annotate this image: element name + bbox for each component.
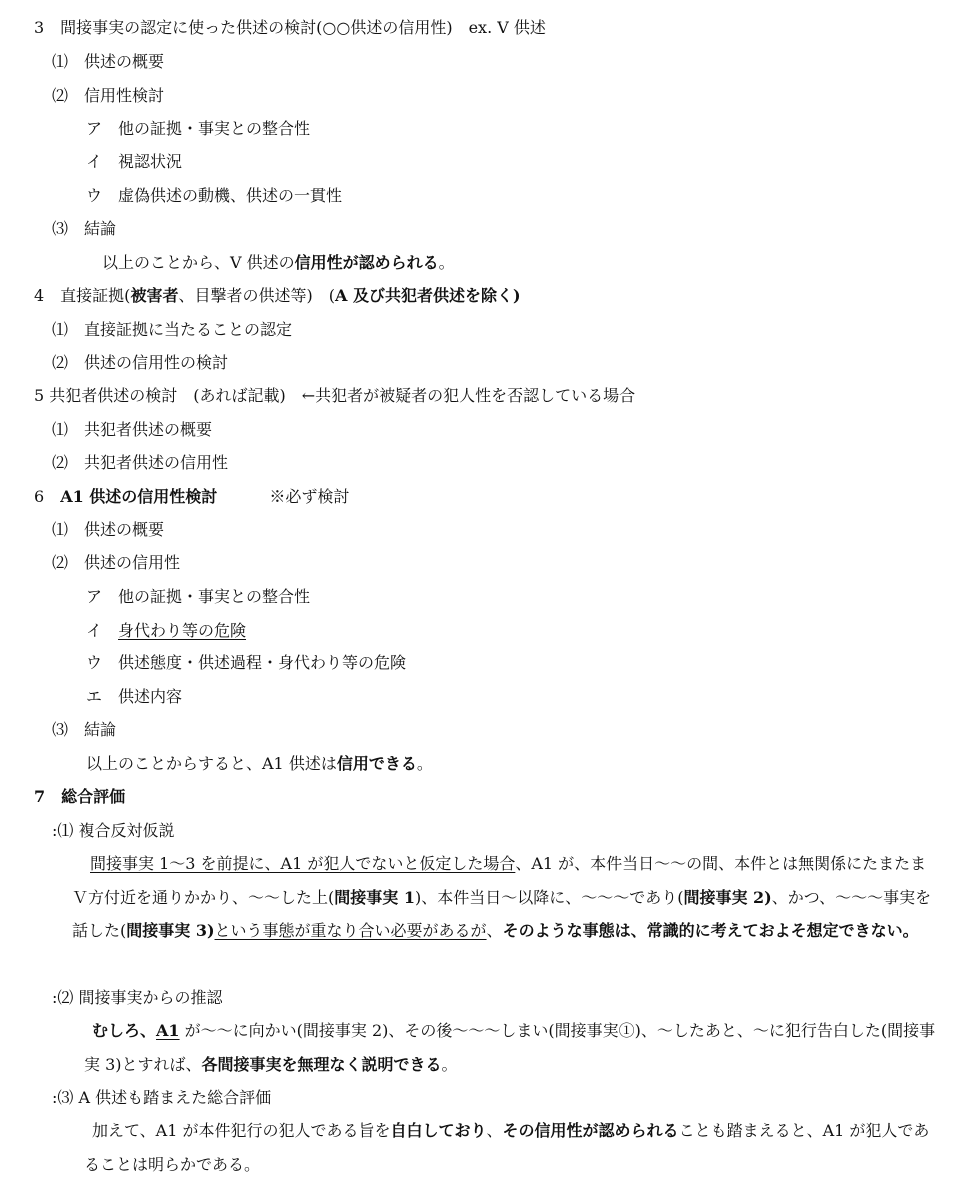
p1-text-1: 、A1 が、本件当日～～の間、本件とは無関係にたまたまＶ方付近を通りかかり、～～した上( bbox=[72, 854, 927, 907]
s4-heading-bold-exclusion: A 及び共犯者供述を除く bbox=[334, 286, 513, 305]
s3-subitem-c: ウ 虚偽供述の動機、供述の一貫性 bbox=[86, 186, 343, 205]
s7-title: 総合評価 bbox=[61, 787, 126, 806]
p2-bold-conclusion: 各間接事実を無理なく説明できる bbox=[201, 1054, 442, 1074]
s3-conclusion-end: 。 bbox=[438, 253, 455, 272]
s3-item-2: ⑵ 信用性検討 bbox=[52, 86, 165, 105]
s6-title: A1 供述の信用性検討 bbox=[60, 487, 218, 506]
p3-text-2: 、 bbox=[486, 1121, 503, 1140]
section-5-heading: 5 共犯者供述の検討 (あれば記載) ←共犯者が被疑者の犯人性を否認している場合 bbox=[34, 386, 636, 405]
p2-bold-a1: A1 bbox=[156, 1021, 180, 1040]
s6-item-2: ⑵ 供述の信用性 bbox=[52, 553, 181, 572]
s6-conclusion-emphasis: 信用できる bbox=[336, 754, 417, 773]
s7-paragraph-2 bbox=[84, 1014, 944, 1081]
p2-text-end: 。 bbox=[441, 1054, 458, 1074]
s6-note: ※必ず検討 bbox=[269, 487, 350, 506]
s3-item-1: ⑴ 供述の概要 bbox=[52, 52, 165, 71]
s3-subitem-a: ア 他の証拠・事実との整合性 bbox=[86, 119, 311, 138]
p1-text-4: 、 bbox=[486, 921, 503, 940]
p1-underlined-clause: という事態が重なり合い必要があるが bbox=[214, 921, 487, 940]
s4-item-1: ⑴ 直接証拠に当たることの認定 bbox=[52, 320, 293, 339]
section-7-heading bbox=[34, 786, 125, 808]
s6-conclusion-end: 。 bbox=[416, 754, 433, 773]
s6-item-1: ⑴ 供述の概要 bbox=[52, 520, 165, 539]
s4-item-2: ⑵ 供述の信用性の検討 bbox=[52, 353, 229, 372]
s7-paragraph-1 bbox=[72, 847, 942, 948]
p1-underlined-premise: 間接事実 1～3 を前提に、A1 が犯人でないと仮定した場合 bbox=[90, 854, 516, 873]
s7-paragraph-3 bbox=[84, 1114, 944, 1181]
p1-text-2: )、本件当日～以降に、～～～であり( bbox=[414, 887, 684, 907]
s6-subitem-a: ア 他の証拠・事実との整合性 bbox=[86, 587, 311, 606]
s3-item-3: ⑶ 結論 bbox=[52, 219, 117, 238]
s4-heading-end: ) bbox=[512, 286, 521, 305]
s4-heading-bold-victim: 被害者 bbox=[130, 286, 179, 305]
s6-subitem-d: エ 供述内容 bbox=[86, 687, 183, 706]
s6-subitem-b-text: 身代わり等の危険 bbox=[118, 621, 247, 640]
s6-subitem-b-mark: イ bbox=[86, 621, 119, 640]
p2-text-1: が～～に向かい(間接事実 2)、その後～～～しまい(間接事実①)、～したあと、～に犯行告白した(間接事実 3)とすれば、 bbox=[84, 1021, 936, 1074]
p1-bold-fact-3: 間接事実 3) bbox=[126, 921, 215, 940]
s3-subitem-b: イ 視認状況 bbox=[86, 152, 183, 171]
s5-item-2: ⑵ 共犯者供述の信用性 bbox=[52, 453, 229, 472]
s3-conclusion-emphasis: 信用性が認められる bbox=[294, 253, 439, 272]
s6-subitem-c: ウ 供述態度・供述過程・身代わり等の危険 bbox=[86, 653, 407, 672]
section-3-heading: 3 間接事実の認定に使った供述の検討(○○供述の信用性) ex. V 供述 bbox=[34, 18, 546, 37]
s7-number: 7 bbox=[34, 787, 62, 806]
s7-item-1: :⑴ 複合反対仮説 bbox=[52, 821, 175, 840]
s6-item-3: ⑶ 結論 bbox=[52, 720, 117, 739]
s6-conclusion-text: 以上のことからすると、A1 供述は bbox=[86, 754, 337, 773]
s7-item-2: :⑵ 間接事実からの推認 bbox=[52, 988, 223, 1007]
s6-number: 6 bbox=[34, 487, 61, 506]
p1-text-3: 、かつ、～～～事実を話した( bbox=[72, 887, 932, 940]
p3-text-3: ことも踏まえると、A1 が犯人であることは明らかである。 bbox=[84, 1121, 930, 1174]
p3-text-1: 加えて、A1 が本件犯行の犯人である旨を bbox=[92, 1121, 391, 1140]
s5-item-1: ⑴ 共犯者供述の概要 bbox=[52, 420, 213, 439]
s4-heading-mid: 、目撃者の供述等) ( bbox=[178, 286, 335, 305]
p1-text-end: 。 bbox=[902, 921, 919, 940]
p2-bold-rather: むしろ、 bbox=[92, 1021, 157, 1040]
p1-bold-fact-1: 間接事実 1 bbox=[334, 887, 415, 907]
s6-conclusion bbox=[86, 753, 433, 775]
p3-bold-confession: 自白しており bbox=[390, 1121, 487, 1140]
s3-conclusion bbox=[102, 252, 455, 274]
section-6-heading bbox=[34, 486, 349, 508]
p1-bold-fact-2: 間接事実 2) bbox=[683, 887, 772, 907]
s3-conclusion-text: 以上のことから、V 供述の bbox=[102, 253, 295, 272]
section-4-heading bbox=[34, 285, 521, 307]
s4-heading-text: 4 直接証拠( bbox=[34, 286, 131, 305]
s6-subitem-b bbox=[86, 620, 246, 642]
p1-bold-conclusion: そのような事態は、常識的に考えておよそ想定できない bbox=[502, 921, 903, 940]
s7-item-3: :⑶ A 供述も踏まえた総合評価 bbox=[52, 1088, 272, 1107]
p3-bold-credibility: その信用性が認められる bbox=[502, 1121, 679, 1140]
